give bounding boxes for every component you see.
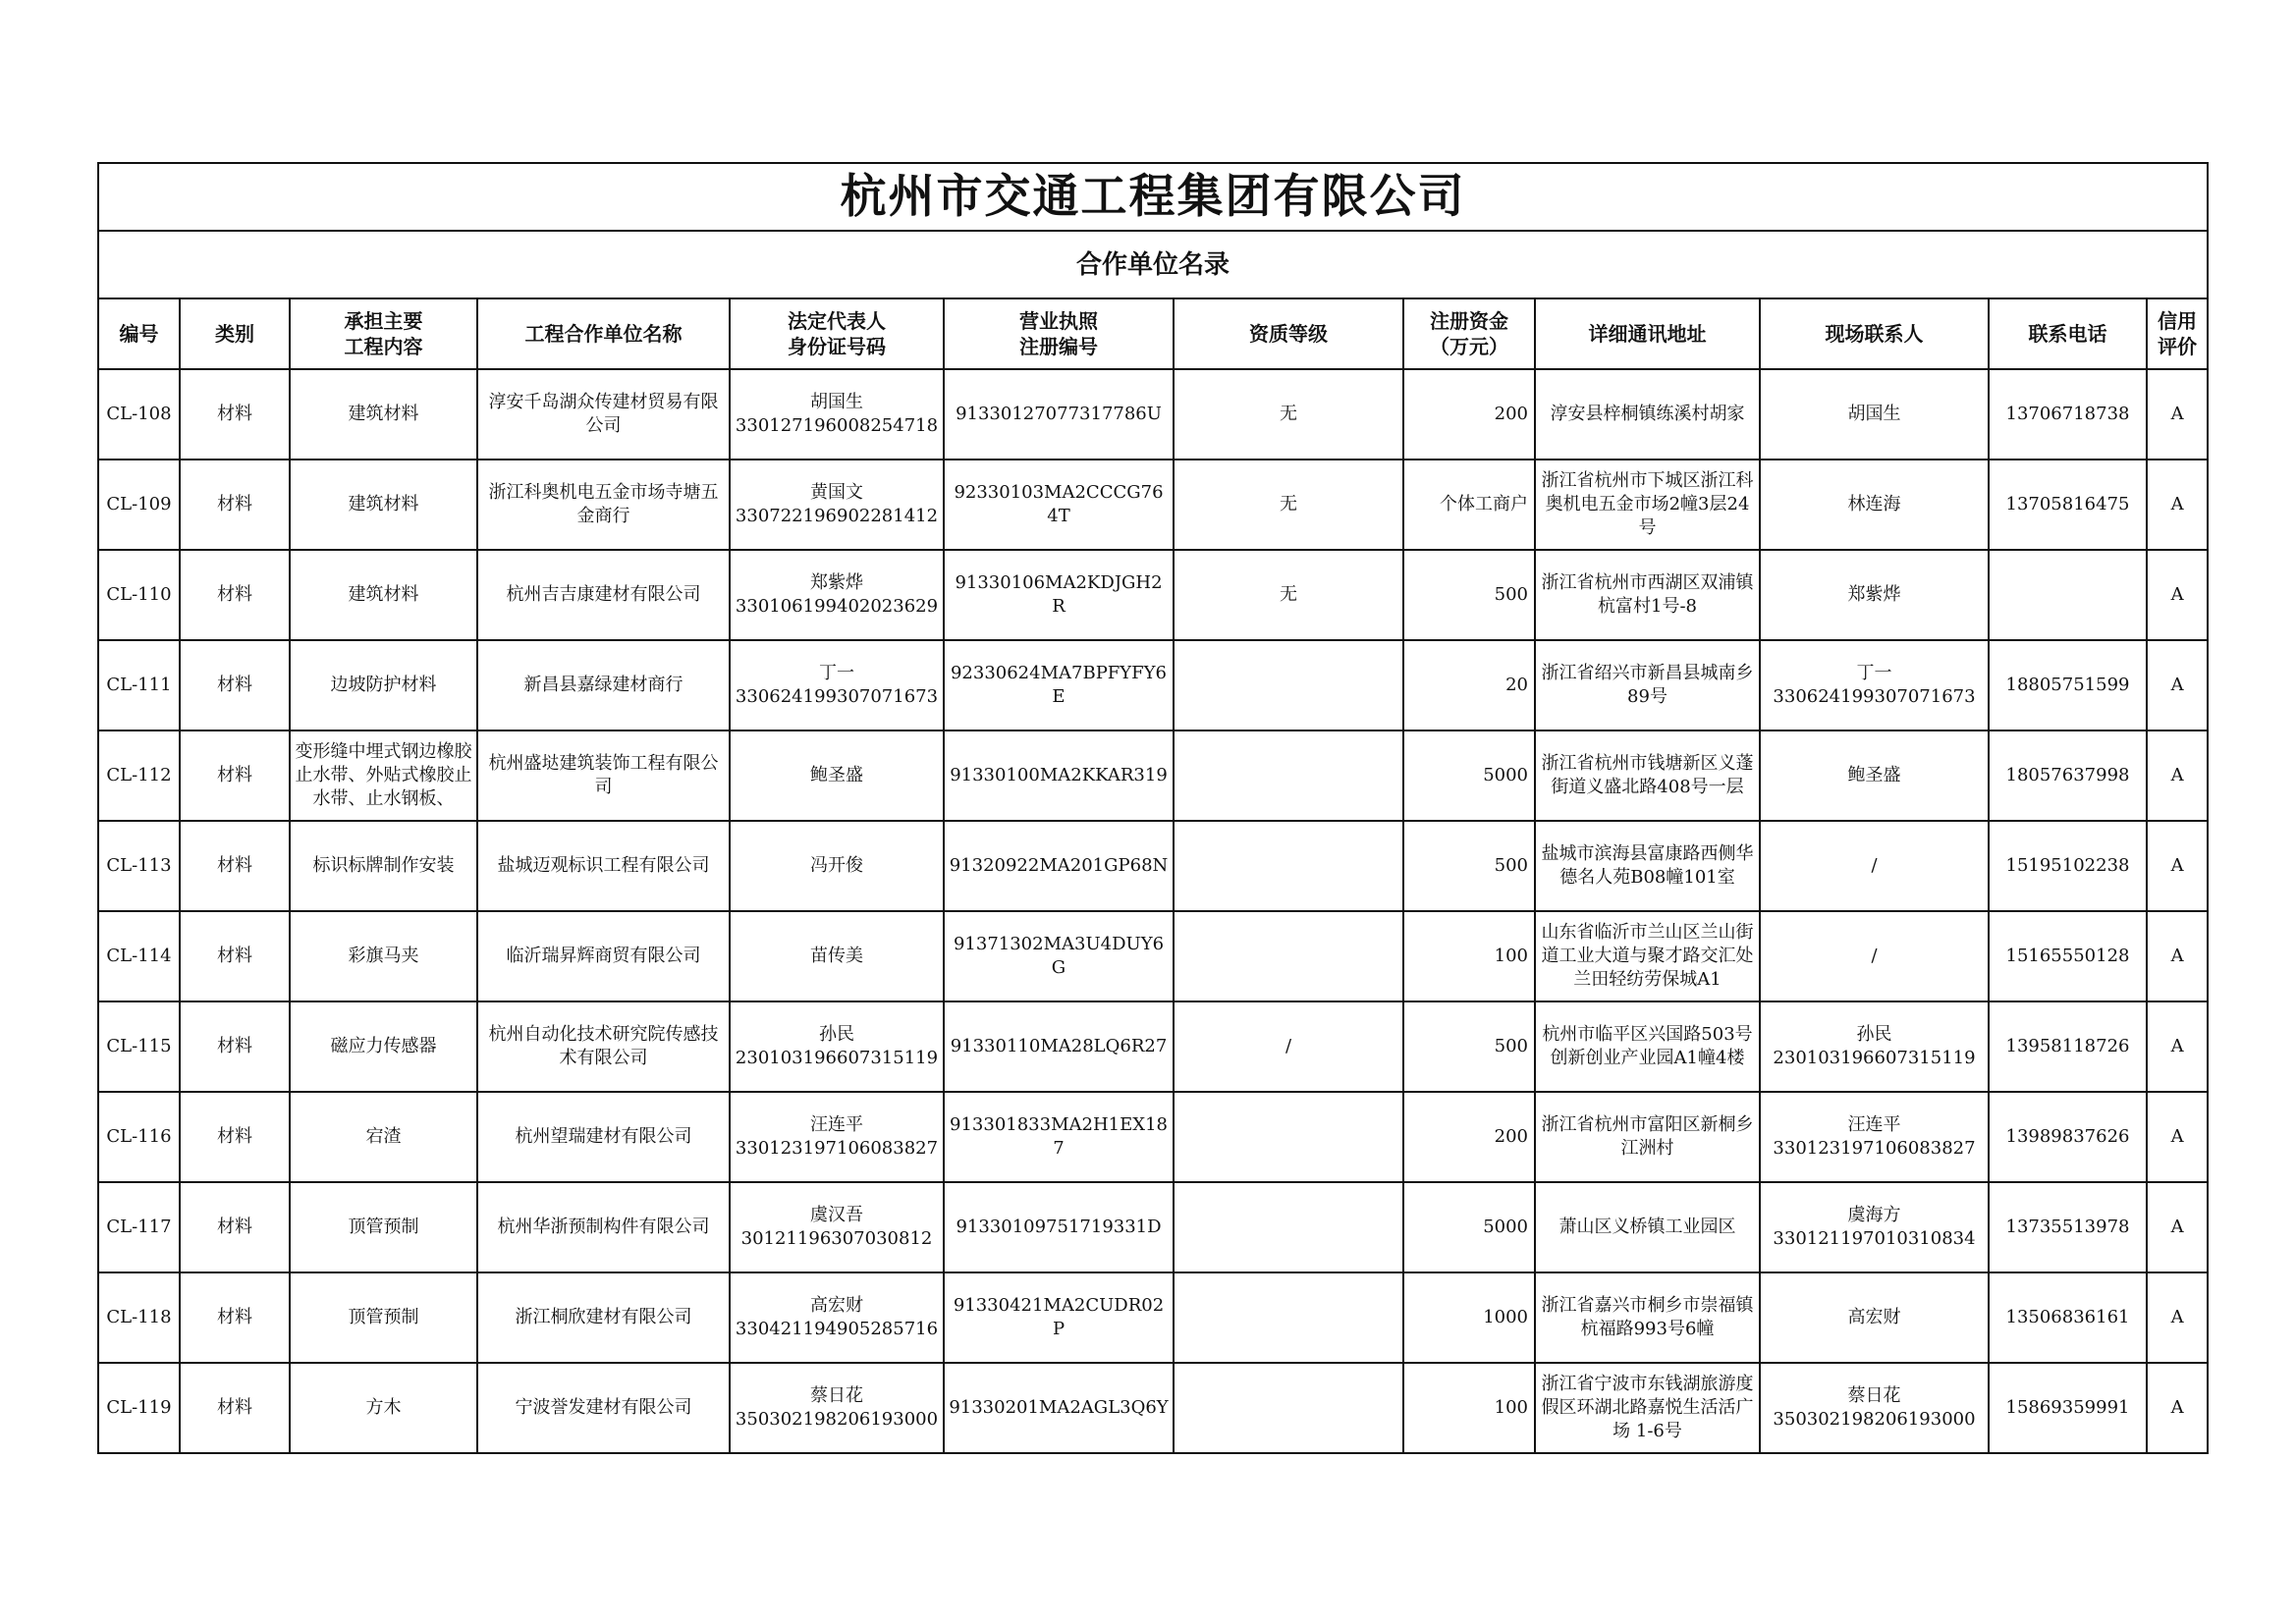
- column-header: 营业执照 注册编号: [944, 298, 1174, 369]
- license-cell: 92330103MA2CCCG764T: [944, 460, 1174, 550]
- license-cell: 92330624MA7BPFYFY6E: [944, 640, 1174, 730]
- column-header: 联系电话: [1989, 298, 2147, 369]
- rating-cell: A: [2147, 1001, 2208, 1092]
- company-name-cell: 浙江科奥机电五金市场寺塘五金商行: [477, 460, 730, 550]
- contact-cell: /: [1760, 821, 1989, 911]
- license-cell: 91330109751719331D: [944, 1182, 1174, 1272]
- document-title: 杭州市交通工程集团有限公司: [98, 163, 2208, 231]
- rating-cell: A: [2147, 1272, 2208, 1363]
- company-name-cell: 宁波誉发建材有限公司: [477, 1363, 730, 1453]
- scope-cell: 标识标牌制作安装: [290, 821, 477, 911]
- license-cell: 91371302MA3U4DUY6G: [944, 911, 1174, 1001]
- column-header: 类别: [180, 298, 290, 369]
- legal-rep-cell: 苗传美: [730, 911, 944, 1001]
- legal-rep-cell: 汪连平 330123197106083827: [730, 1092, 944, 1182]
- scope-cell: 方木: [290, 1363, 477, 1453]
- legal-rep-cell: 蔡日花 350302198206193000: [730, 1363, 944, 1453]
- row-id: CL-115: [98, 1001, 180, 1092]
- column-header: 信用 评价: [2147, 298, 2208, 369]
- qualification-cell: 无: [1174, 550, 1403, 640]
- phone-cell: 15165550128: [1989, 911, 2147, 1001]
- table-row: [98, 369, 2208, 460]
- license-cell: 91330421MA2CUDR02P: [944, 1272, 1174, 1363]
- column-header: 工程合作单位名称: [477, 298, 730, 369]
- rating-cell: A: [2147, 730, 2208, 821]
- rating-cell: A: [2147, 640, 2208, 730]
- row-id: CL-117: [98, 1182, 180, 1272]
- contact-cell: 丁一 330624199307071673: [1760, 640, 1989, 730]
- category-cell: 材料: [180, 911, 290, 1001]
- table-row: [98, 730, 2208, 821]
- company-name-cell: 新昌县嘉绿建材商行: [477, 640, 730, 730]
- phone-cell: 13989837626: [1989, 1092, 2147, 1182]
- capital-cell: 个体工商户: [1403, 460, 1535, 550]
- capital-cell: 5000: [1403, 730, 1535, 821]
- capital-cell: 100: [1403, 1363, 1535, 1453]
- category-cell: 材料: [180, 1272, 290, 1363]
- license-cell: 91330106MA2KDJGH2R: [944, 550, 1174, 640]
- header-row: [98, 298, 2208, 369]
- contact-cell: 汪连平 330123197106083827: [1760, 1092, 1989, 1182]
- row-id: CL-118: [98, 1272, 180, 1363]
- qualification-cell: /: [1174, 1001, 1403, 1092]
- table-row: [98, 1001, 2208, 1092]
- partner-directory-table: [97, 162, 2209, 1454]
- category-cell: 材料: [180, 730, 290, 821]
- category-cell: 材料: [180, 460, 290, 550]
- column-header: 编号: [98, 298, 180, 369]
- table-body: [98, 369, 2208, 1453]
- category-cell: 材料: [180, 1092, 290, 1182]
- column-header: 注册资金 （万元）: [1403, 298, 1535, 369]
- row-id: CL-119: [98, 1363, 180, 1453]
- address-cell: 浙江省杭州市下城区浙江科奥机电五金市场2幢3层24号: [1535, 460, 1760, 550]
- rating-cell: A: [2147, 550, 2208, 640]
- qualification-cell: [1174, 821, 1403, 911]
- scope-cell: 建筑材料: [290, 550, 477, 640]
- column-header: 现场联系人: [1760, 298, 1989, 369]
- row-id: CL-112: [98, 730, 180, 821]
- contact-cell: 蔡日花 350302198206193000: [1760, 1363, 1989, 1453]
- license-cell: 913301833MA2H1EX187: [944, 1092, 1174, 1182]
- table-row: [98, 1363, 2208, 1453]
- category-cell: 材料: [180, 550, 290, 640]
- license-cell: 91330110MA28LQ6R27: [944, 1001, 1174, 1092]
- scope-cell: 建筑材料: [290, 460, 477, 550]
- rating-cell: A: [2147, 1092, 2208, 1182]
- row-id: CL-109: [98, 460, 180, 550]
- category-cell: 材料: [180, 1001, 290, 1092]
- category-cell: 材料: [180, 1363, 290, 1453]
- row-id: CL-114: [98, 911, 180, 1001]
- phone-cell: 15869359991: [1989, 1363, 2147, 1453]
- contact-cell: 孙民 230103196607315119: [1760, 1001, 1989, 1092]
- scope-cell: 顶管预制: [290, 1272, 477, 1363]
- contact-cell: /: [1760, 911, 1989, 1001]
- qualification-cell: [1174, 911, 1403, 1001]
- phone-cell: 13705816475: [1989, 460, 2147, 550]
- rating-cell: A: [2147, 1363, 2208, 1453]
- phone-cell: [1989, 550, 2147, 640]
- capital-cell: 500: [1403, 550, 1535, 640]
- qualification-cell: 无: [1174, 369, 1403, 460]
- qualification-cell: [1174, 730, 1403, 821]
- company-name-cell: 杭州吉吉康建材有限公司: [477, 550, 730, 640]
- row-id: CL-113: [98, 821, 180, 911]
- company-name-cell: 临沂瑞昇辉商贸有限公司: [477, 911, 730, 1001]
- capital-cell: 20: [1403, 640, 1535, 730]
- legal-rep-cell: 高宏财 330421194905285716: [730, 1272, 944, 1363]
- rating-cell: A: [2147, 1182, 2208, 1272]
- contact-cell: 高宏财: [1760, 1272, 1989, 1363]
- qualification-cell: [1174, 1363, 1403, 1453]
- table-row: [98, 1272, 2208, 1363]
- qualification-cell: [1174, 1092, 1403, 1182]
- qualification-cell: [1174, 1182, 1403, 1272]
- capital-cell: 5000: [1403, 1182, 1535, 1272]
- address-cell: 杭州市临平区兴国路503号创新创业产业园A1幢4楼: [1535, 1001, 1760, 1092]
- company-name-cell: 杭州自动化技术研究院传感技术有限公司: [477, 1001, 730, 1092]
- company-name-cell: 盐城迈观标识工程有限公司: [477, 821, 730, 911]
- scope-cell: 建筑材料: [290, 369, 477, 460]
- category-cell: 材料: [180, 1182, 290, 1272]
- license-cell: 91330127077317786U: [944, 369, 1174, 460]
- scope-cell: 边坡防护材料: [290, 640, 477, 730]
- contact-cell: 胡国生: [1760, 369, 1989, 460]
- company-name-cell: 杭州盛垯建筑装饰工程有限公司: [477, 730, 730, 821]
- rating-cell: A: [2147, 460, 2208, 550]
- table-row: [98, 640, 2208, 730]
- phone-cell: 13706718738: [1989, 369, 2147, 460]
- legal-rep-cell: 孙民 230103196607315119: [730, 1001, 944, 1092]
- address-cell: 盐城市滨海县富康路西侧华德名人苑B08幢101室: [1535, 821, 1760, 911]
- column-header: 承担主要 工程内容: [290, 298, 477, 369]
- qualification-cell: [1174, 640, 1403, 730]
- contact-cell: 鲍圣盛: [1760, 730, 1989, 821]
- legal-rep-cell: 黄国文 330722196902281412: [730, 460, 944, 550]
- legal-rep-cell: 郑紫烨 330106199402023629: [730, 550, 944, 640]
- scope-cell: 磁应力传感器: [290, 1001, 477, 1092]
- company-name-cell: 杭州华浙预制构件有限公司: [477, 1182, 730, 1272]
- qualification-cell: 无: [1174, 460, 1403, 550]
- company-name-cell: 杭州望瑞建材有限公司: [477, 1092, 730, 1182]
- scope-cell: 彩旗马夹: [290, 911, 477, 1001]
- scope-cell: 宕渣: [290, 1092, 477, 1182]
- legal-rep-cell: 虞汉吾 30121196307030812: [730, 1182, 944, 1272]
- capital-cell: 200: [1403, 1092, 1535, 1182]
- rating-cell: A: [2147, 369, 2208, 460]
- table-row: [98, 460, 2208, 550]
- category-cell: 材料: [180, 640, 290, 730]
- rating-cell: A: [2147, 911, 2208, 1001]
- row-id: CL-116: [98, 1092, 180, 1182]
- category-cell: 材料: [180, 369, 290, 460]
- license-cell: 91330201MA2AGL3Q6Y: [944, 1363, 1174, 1453]
- column-header: 资质等级: [1174, 298, 1403, 369]
- legal-rep-cell: 胡国生 330127196008254718: [730, 369, 944, 460]
- capital-cell: 500: [1403, 1001, 1535, 1092]
- table-row: [98, 911, 2208, 1001]
- capital-cell: 200: [1403, 369, 1535, 460]
- address-cell: 山东省临沂市兰山区兰山街道工业大道与聚才路交汇处兰田轻纺劳保城A1: [1535, 911, 1760, 1001]
- row-id: CL-111: [98, 640, 180, 730]
- legal-rep-cell: 鲍圣盛: [730, 730, 944, 821]
- address-cell: 浙江省嘉兴市桐乡市崇福镇杭福路993号6幢: [1535, 1272, 1760, 1363]
- row-id: CL-108: [98, 369, 180, 460]
- phone-cell: 18805751599: [1989, 640, 2147, 730]
- legal-rep-cell: 丁一 330624199307071673: [730, 640, 944, 730]
- capital-cell: 1000: [1403, 1272, 1535, 1363]
- table-row: [98, 1182, 2208, 1272]
- phone-cell: 15195102238: [1989, 821, 2147, 911]
- table-row: [98, 1092, 2208, 1182]
- address-cell: 浙江省宁波市东钱湖旅游度假区环湖北路嘉悦生活活广场 1-6号: [1535, 1363, 1760, 1453]
- capital-cell: 100: [1403, 911, 1535, 1001]
- column-header: 法定代表人 身份证号码: [730, 298, 944, 369]
- phone-cell: 13506836161: [1989, 1272, 2147, 1363]
- address-cell: 淳安县梓桐镇练溪村胡家: [1535, 369, 1760, 460]
- company-name-cell: 淳安千岛湖众传建材贸易有限公司: [477, 369, 730, 460]
- row-id: CL-110: [98, 550, 180, 640]
- phone-cell: 18057637998: [1989, 730, 2147, 821]
- scope-cell: 顶管预制: [290, 1182, 477, 1272]
- category-cell: 材料: [180, 821, 290, 911]
- table-row: [98, 550, 2208, 640]
- qualification-cell: [1174, 1272, 1403, 1363]
- company-name-cell: 浙江桐欣建材有限公司: [477, 1272, 730, 1363]
- rating-cell: A: [2147, 821, 2208, 911]
- address-cell: 浙江省杭州市西湖区双浦镇杭富村1号-8: [1535, 550, 1760, 640]
- document-subtitle: 合作单位名录: [98, 231, 2208, 298]
- contact-cell: 郑紫烨: [1760, 550, 1989, 640]
- license-cell: 91320922MA201GP68N: [944, 821, 1174, 911]
- phone-cell: 13735513978: [1989, 1182, 2147, 1272]
- license-cell: 91330100MA2KKAR319: [944, 730, 1174, 821]
- address-cell: 浙江省杭州市钱塘新区义蓬街道义盛北路408号一层: [1535, 730, 1760, 821]
- contact-cell: 林连海: [1760, 460, 1989, 550]
- contact-cell: 虞海方 330121197010310834: [1760, 1182, 1989, 1272]
- address-cell: 萧山区义桥镇工业园区: [1535, 1182, 1760, 1272]
- table-row: [98, 821, 2208, 911]
- legal-rep-cell: 冯开俊: [730, 821, 944, 911]
- address-cell: 浙江省杭州市富阳区新桐乡江洲村: [1535, 1092, 1760, 1182]
- scope-cell: 变形缝中埋式钢边橡胶止水带、外贴式橡胶止水带、止水钢板、: [290, 730, 477, 821]
- capital-cell: 500: [1403, 821, 1535, 911]
- column-header: 详细通讯地址: [1535, 298, 1760, 369]
- address-cell: 浙江省绍兴市新昌县城南乡89号: [1535, 640, 1760, 730]
- phone-cell: 13958118726: [1989, 1001, 2147, 1092]
